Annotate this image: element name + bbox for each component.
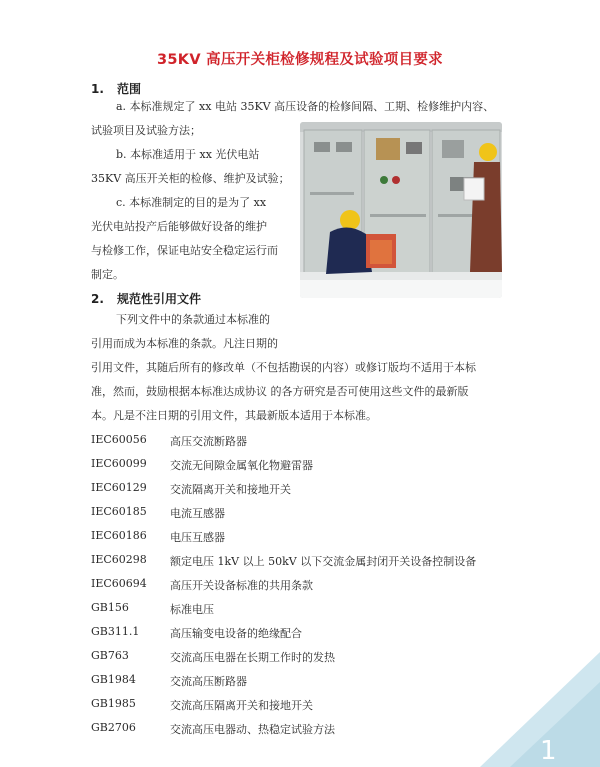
- standard-code: IEC60694: [91, 577, 147, 590]
- standard-code: IEC60186: [91, 529, 147, 542]
- section-number: 1.: [91, 82, 104, 96]
- reference-line: 本。凡是不注日期的引用文件，其最新版本适用于本标准。: [91, 409, 377, 422]
- standard-code: IEC60185: [91, 505, 147, 518]
- standard-code: GB1984: [91, 673, 136, 686]
- reference-line: 下列文件中的条款通过本标准的: [116, 313, 270, 326]
- scope-line: 光伏电站投产后能够做好设备的维护: [91, 220, 267, 233]
- standard-code: GB156: [91, 601, 129, 614]
- switchgear-maintenance-photo: [300, 122, 502, 298]
- page-title: 35KV 高压开关柜检修规程及试验项目要求: [157, 52, 443, 68]
- page-number: 1: [540, 736, 557, 766]
- standard-code: IEC60056: [91, 433, 147, 446]
- scope-line: b. 本标准适用于 xx 光伏电站: [116, 148, 260, 161]
- standard-code: IEC60129: [91, 481, 147, 494]
- standard-name: 交流高压断路器: [170, 675, 247, 688]
- standard-name: 交流隔离开关和接地开关: [170, 483, 291, 496]
- standard-name: 高压开关设备标准的共用条款: [170, 579, 313, 592]
- standard-name: 交流高压隔离开关和接地开关: [170, 699, 313, 712]
- scope-line: a. 本标准规定了 xx 电站 35KV 高压设备的检修间隔、工期、检修维护内容、: [116, 100, 495, 113]
- standard-name: 高压输变电设备的绝缘配合: [170, 627, 302, 640]
- scope-line: 制定。: [91, 268, 124, 281]
- scope-line: 35KV 高压开关柜的检修、维护及试验；: [91, 172, 290, 185]
- standard-name: 标准电压: [170, 603, 214, 616]
- standard-name: 交流高压电器在长期工作时的发热: [170, 651, 335, 664]
- scope-line: c. 本标准制定的目的是为了 xx: [116, 196, 267, 209]
- section-label: 范围: [117, 82, 142, 96]
- section-label: 规范性引用文件: [117, 292, 202, 306]
- scope-line: 试验项目及试验方法；: [91, 124, 201, 137]
- standard-code: IEC60298: [91, 553, 147, 566]
- standard-name: 交流无间隙金属氧化物避雷器: [170, 459, 313, 472]
- section-heading-scope: [91, 80, 141, 97]
- standard-name: 额定电压 1kV 以上 50kV 以下交流金属封闭开关设备控制设备: [170, 555, 477, 568]
- standard-name: 交流高压电器动、热稳定试验方法: [170, 723, 335, 736]
- section-number: 2.: [91, 292, 104, 306]
- standard-name: 电压互感器: [170, 531, 225, 544]
- standard-code: IEC60099: [91, 457, 147, 470]
- standard-name: 电流互感器: [170, 507, 225, 520]
- section-heading-references: [91, 290, 201, 307]
- standard-code: GB763: [91, 649, 129, 662]
- scope-line: 与检修工作，保证电站安全稳定运行而: [91, 244, 278, 257]
- standard-code: GB2706: [91, 721, 136, 734]
- standard-code: GB311.1: [91, 625, 140, 638]
- reference-line: 引用而成为本标准的条款。凡注日期的: [91, 337, 278, 350]
- standard-code: GB1985: [91, 697, 136, 710]
- reference-line: 准，然而，鼓励根据本标准达成协议 的各方研究是否可使用这些文件的最新版: [91, 385, 469, 398]
- reference-line: 引用文件，其随后所有的修改单（不包括勘误的内容）或修订版均不适用于本标: [91, 361, 476, 374]
- standard-name: 高压交流断路器: [170, 435, 247, 448]
